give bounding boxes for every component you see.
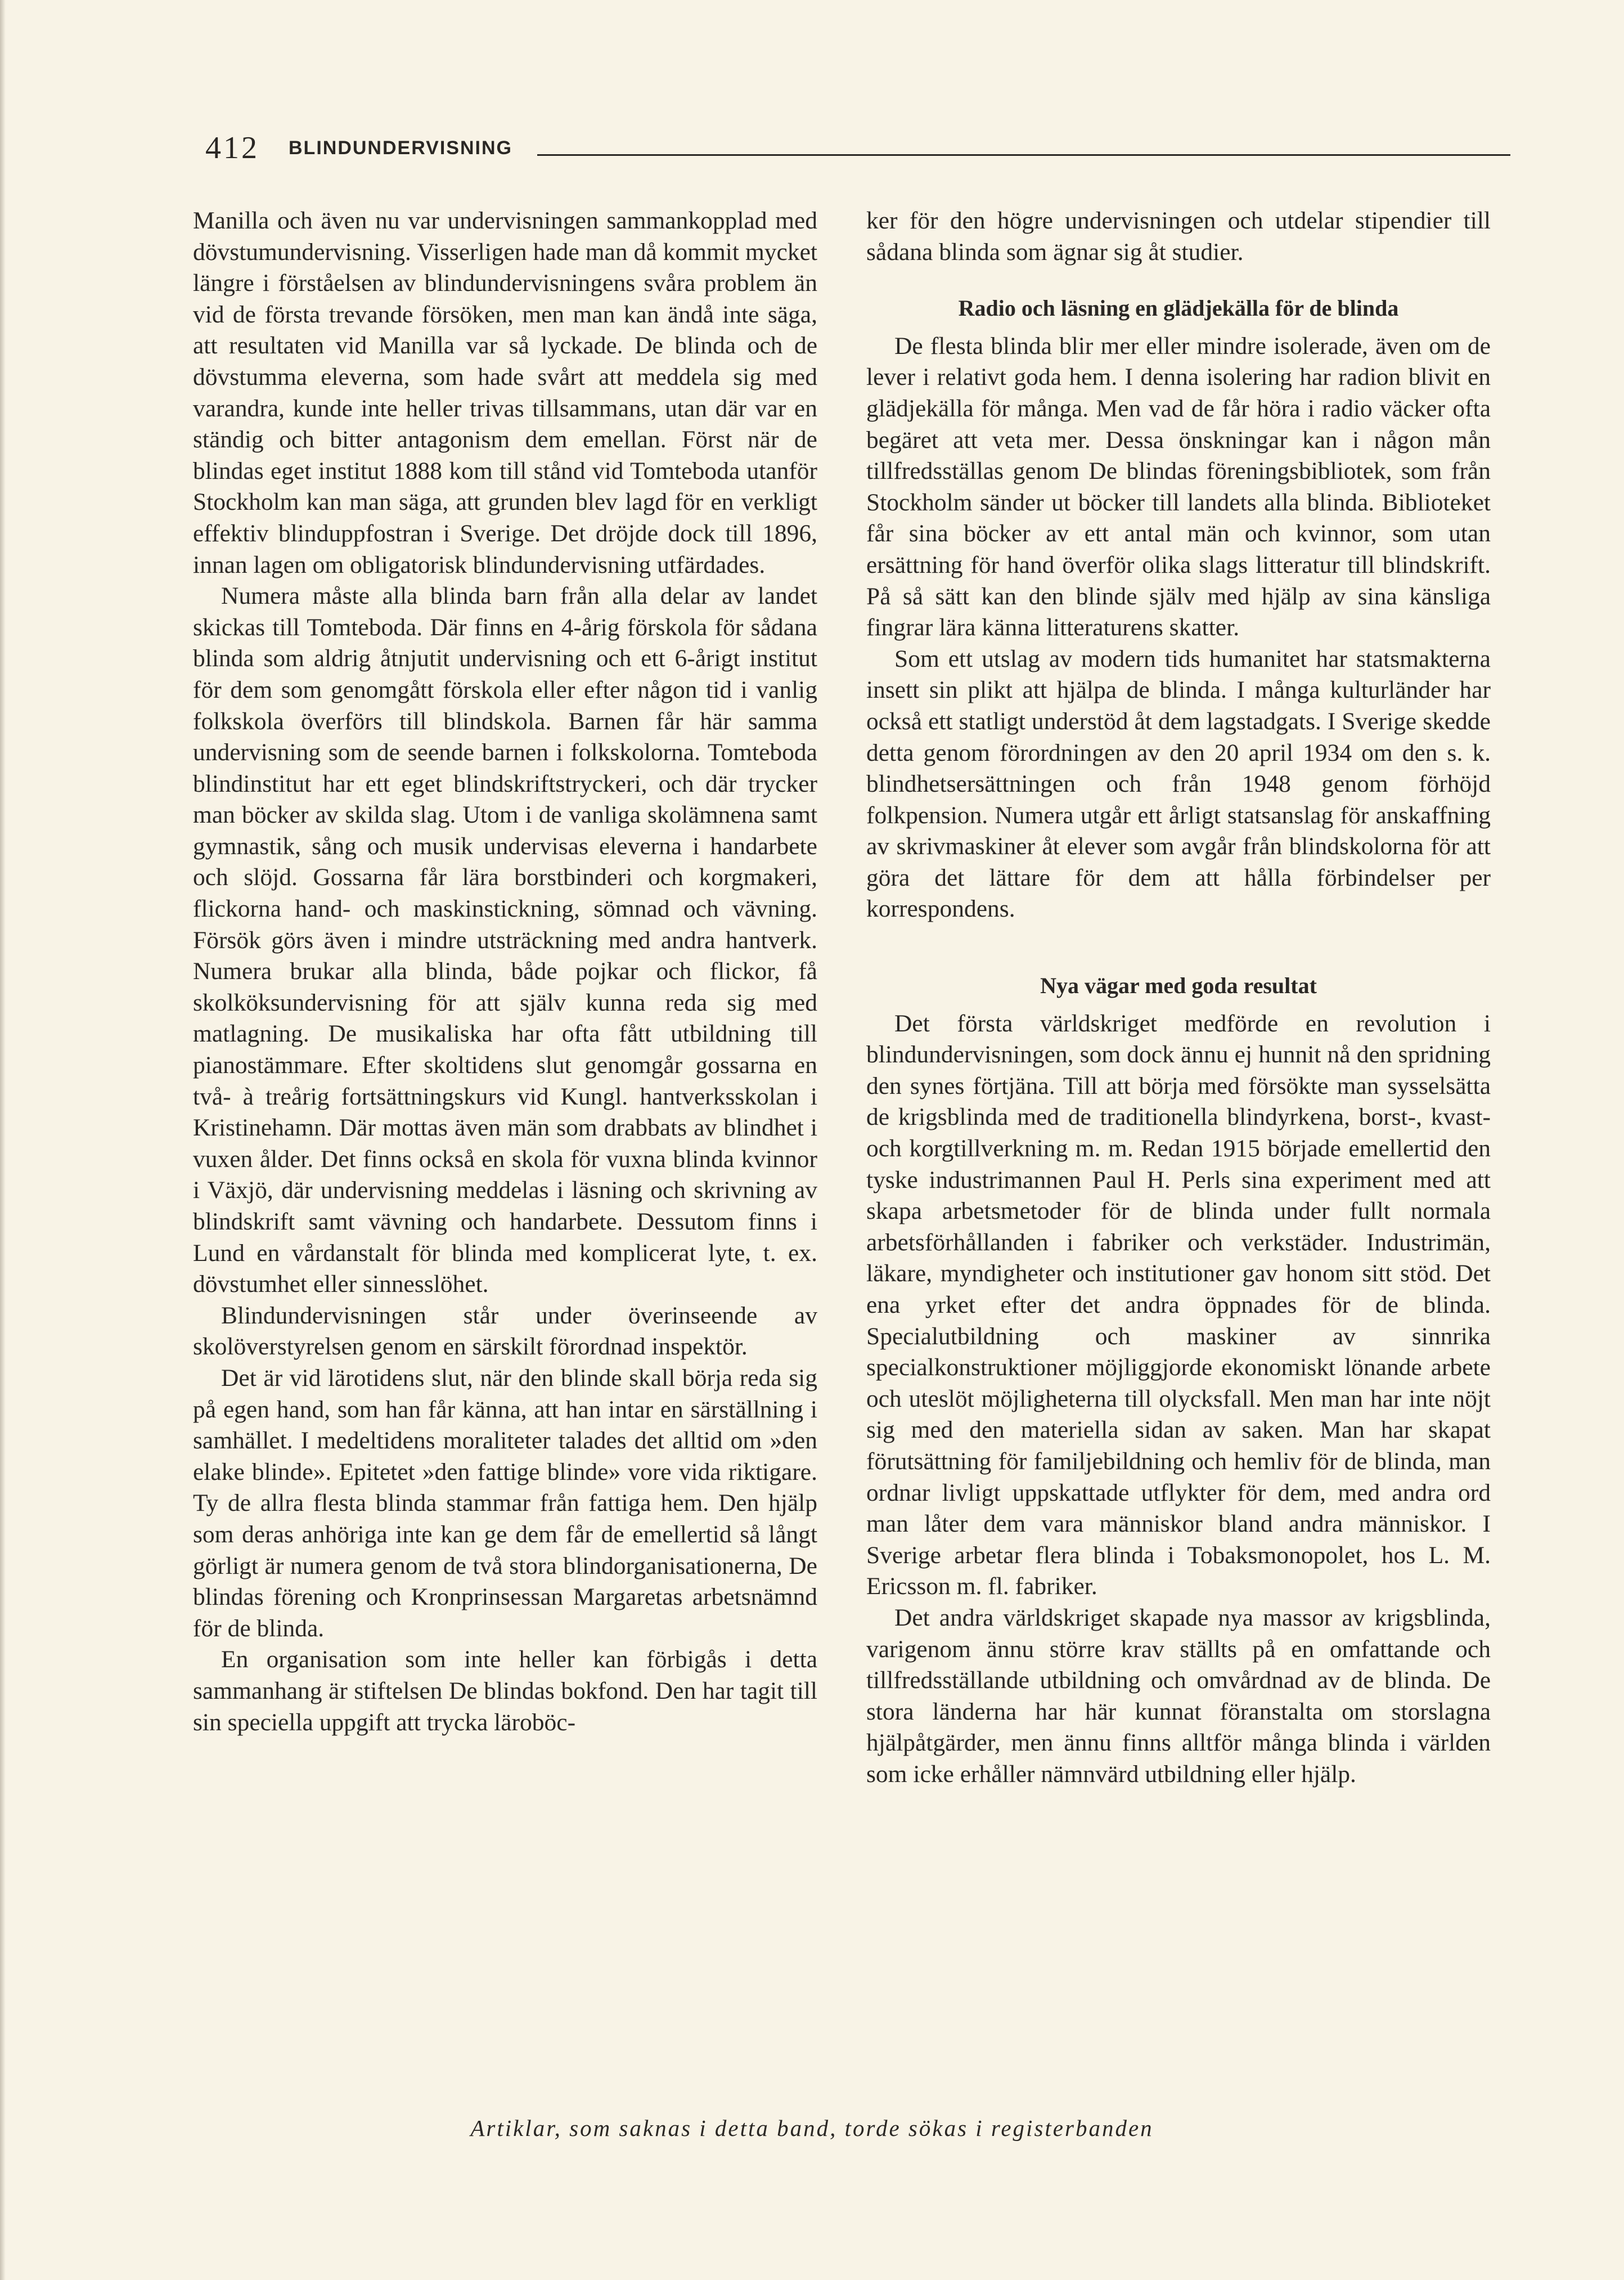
page-header bbox=[205, 128, 1510, 168]
paragraph: En organisation som inte heller kan förbigås i detta sammanhang är stiftelsen De blindas bokfond. Den har tagit till sin speciella uppgift att trycka läroböc- bbox=[193, 1646, 817, 1736]
paragraph: ker för den högre undervisningen och utdelar stipendier till sådana blinda som ägnar sig åt studier. bbox=[866, 207, 1491, 266]
section-heading: Nya vägar med goda resultat bbox=[1040, 973, 1317, 999]
section-heading: Radio och läsning en glädjekälla för de blinda bbox=[958, 295, 1399, 321]
running-head: BLINDUNDERVISNING bbox=[289, 137, 512, 159]
paragraph: Det är vid lärotidens slut, när den blinde skall börja reda sig på egen hand, som han får känna, att han intar en särställning i samhället. I medeltidens moraliteter talades det alltid om »den elake blinde». Epitetet »den fattige blinde» vore vida riktigare. Ty de allra flesta blinda stammar från fattiga hem. Den hjälp som deras anhöriga inte kan ge dem får de emellertid så långt görligt är numera genom de två stora blindorganisationerna, De blindas förening och Kronprinsessan Margaretas arbetsnämnd för de blinda. bbox=[193, 1364, 817, 1642]
paragraph: Blindundervisningen står under överinseende av skolöverstyrelsen genom en särskilt förordnad inspektör. bbox=[193, 1301, 817, 1361]
paragraph: Manilla och även nu var undervisningen sammankopplad med dövstumundervisning. Visserligen hade man då kommit mycket längre i förståelsen av blindundervisningens svåra problem än vid de första trevande försöken, men man kan ändå inte säga, att resultaten vid Manilla var så lyckade. De blinda och de dövstumma eleverna, som hade svårt att meddela sig med varandra, kunde inte heller trivas tillsammans, utan där var en ständig och bitter antagonism dem emellan. Först när de blindas eget institut 1888 kom till stånd vid Tomteboda utanför Stockholm kan man säga, att grunden blev lagd för en verkligt effektiv blinduppfostran i Sverige. Det dröjde dock till 1896, innan lagen om obligatorisk blindundervisning utfärdades. bbox=[193, 207, 817, 578]
right-column bbox=[866, 205, 1491, 1790]
header-rule bbox=[537, 154, 1510, 156]
page-edge-shadow bbox=[0, 0, 6, 2280]
footer-note: Artiklar, som saknas i detta band, torde sökas i registerbanden bbox=[470, 2115, 1154, 2141]
paragraph: Som ett utslag av modern tids humanitet har statsmakterna insett sin plikt att hjälpa de blinda. I många kulturländer har också ett statligt understöd åt dem lagstadgats. I Sverige skedde detta genom förordningen av den 20 april 1934 om den s. k. blindhetsersättningen och från 1948 genom förhöjd folkpension. Numera utgår ett årligt statsanslag för anskaffning av skrivmaskiner åt elever som avgår från blindskolorna för att göra det lättare för dem att hålla förbindelser per korrespondens. bbox=[866, 645, 1491, 923]
paragraph: Det första världskriget medförde en revolution i blindundervisningen, som dock ännu ej hunnit nå den spridning den synes förtjäna. Till att börja med försökte man sysselsätta de krigsblinda med de traditionella blindyrkena, borst-, kvast- och korgtillverkning m. m. Redan 1915 började emellertid den tyske industrimannen Paul H. Perls sina experiment med att skapa arbetsmetoder för de blinda under fullt normala arbetsförhållanden i fabriker och verkstäder. Industrimän, läkare, myndigheter och institutioner gav honom sitt stöd. Det ena yrket efter det andra öppnades för de blinda. Specialutbildning och maskiner av sinnrika specialkonstruktioner möjliggjorde ekonomiskt lönande arbete och uteslöt möjligheterna till olycksfall. Men man har inte nöjt sig med den materiella sidan av saken. Man har skapat förutsättning för familjebildning och hemliv för de blinda, man ordnar livligt uppskattade utflykter för dem, med andra ord man låter dem vara människor bland andra människor. I Sverige arbetar flera blinda i Tobaksmonopolet, hos L. M. Ericsson m. fl. fabriker. bbox=[866, 1009, 1491, 1600]
paragraph: De flesta blinda blir mer eller mindre isolerade, även om de lever i relativt goda hem. I denna isolering har radion blivit en glädjekälla för många. Men vad de får höra i radio väcker ofta begäret att veta mer. Dessa önskningar kan i någon mån tillfredsställas genom De blindas föreningsbibliotek, som från Stockholm sänder ut böcker till landets alla blinda. Biblioteket får sina böcker av ett antal män och kvinnor, som utan ersättning för hand överför olika slags litteratur till blindskrift. På så sätt kan den blinde själv med hjälp av sina känsliga fingrar lära känna litteraturens skatter. bbox=[866, 332, 1491, 641]
paragraph: Numera måste alla blinda barn från alla delar av landet skickas till Tomteboda. Där finns en 4-årig förskola för sådana blinda som aldrig åtnjutit undervisning och ett 6-årigt institut för dem som genomgått förskola eller efter någon tid i vanlig folkskola överförs till blindskola. Barnen får här samma undervisning som de seende barnen i folkskolorna. Tomteboda blindinstitut har ett eget blindskriftstryckeri, och där trycker man böcker av skilda slag. Utom i de vanliga skolämnena samt gymnastik, sång och musik undervisas eleverna i handarbete och slöjd. Gossarna får lära borstbinderi och korgmakeri, flickorna hand- och maskinstickning, sömnad och vävning. Försök görs även i mindre utsträckning med andra hantverk. Numera brukar alla blinda, både pojkar och flickor, få skolköksundervisning för att själv kunna reda sig med matlagning. De musikaliska har ofta fått utbildning till pianostämmare. Efter skoltidens slut genomgår gossarna en två- à treårig fortsättningskurs vid Kungl. hantverksskolan i Kristinehamn. Där mottas även män som drabbats av blindhet i vuxen ålder. Det finns också en skola för vuxna blinda kvinnor i Växjö, där undervisning meddelas i läsning och skrivning av blindskrift samt vävning och handarbete. Dessutom finns i Lund en vårdanstalt för blinda med komplicerat lyte, t. ex. dövstumhet eller sinnesslöhet. bbox=[193, 582, 817, 1298]
paragraph: Det andra världskriget skapade nya massor av krigsblinda, varigenom ännu större krav ställts på en omfattande och tillfredsställande utbildning och omvårdnad av de blinda. De stora länderna har här kunnat föranstalta om storslagna hjälpåtgärder, men ännu finns alltför många blinda i världen som icke erhåller nämnvärd utbildning eller hjälp. bbox=[866, 1604, 1491, 1788]
left-column bbox=[193, 205, 817, 1738]
page-number: 412 bbox=[205, 131, 259, 165]
